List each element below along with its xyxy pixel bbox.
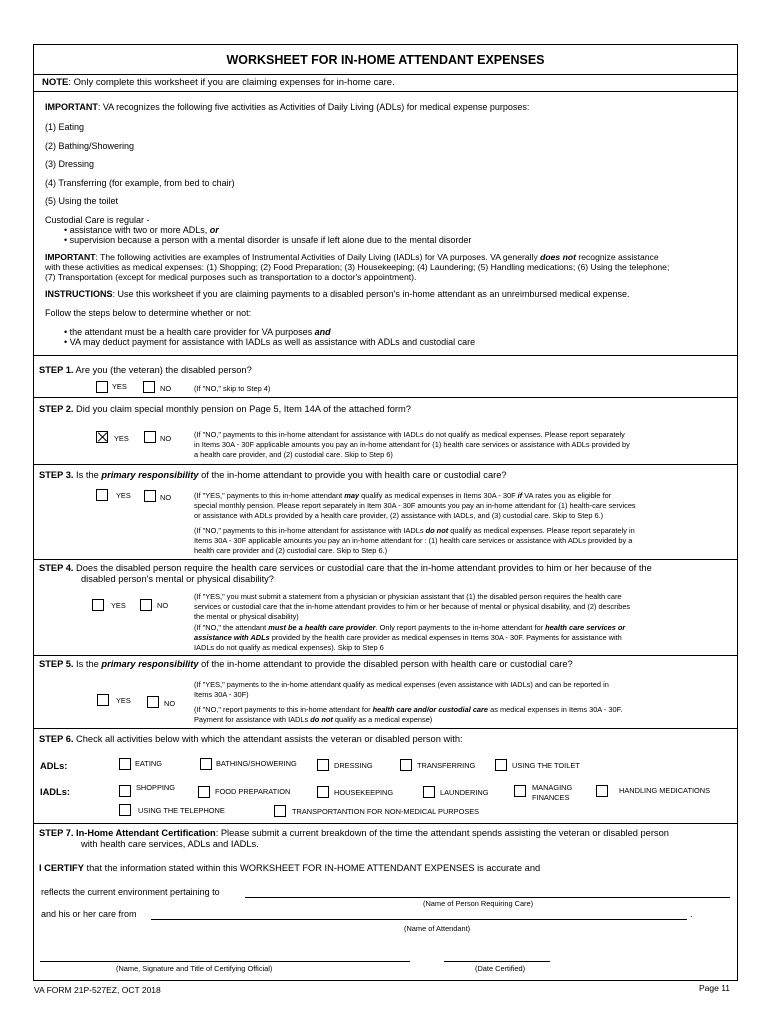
- caption-official: (Name, Signature and Title of Certifying Official): [116, 964, 273, 973]
- step3-no-note: (If "NO," payments to this in-home attendant for assistance with IADLs do not qualify as medical expenses. Please report separately in: [194, 526, 635, 535]
- step4-no-note-line: IADLs do not qualify as medical expenses). Skip to Step 6: [194, 643, 384, 652]
- certify-statement: I CERTIFY that the information stated within this WORKSHEET FOR IN-HOME ATTENDANT EXPENSES is accurate and: [39, 863, 541, 873]
- divider: [34, 74, 737, 75]
- step4-no-note-line: assistance with ADLs provided by the health care provider as medical expenses in Items 30A - 30F. Payments for assistance with: [194, 633, 622, 642]
- step4-question-line: disabled person's mental or physical disability?: [81, 574, 274, 584]
- important-adls: IMPORTANT: VA recognizes the following five activities as Activities of Daily Living (ADLs) for medical expense purposes:: [45, 102, 530, 112]
- caption-attendant: (Name of Attendant): [404, 924, 471, 933]
- iadl-food-label: FOOD PREPARATION: [215, 787, 291, 796]
- divider: [34, 464, 737, 465]
- adl-eating-checkbox[interactable]: [119, 758, 131, 770]
- step4-yes-note-line: services or custodial care that the in-home attendant provides to him or her because of mental or physical disability, and (2) describes: [194, 602, 631, 611]
- step5-no-checkbox[interactable]: [147, 696, 159, 708]
- step2-question: STEP 2. Did you claim special monthly pension on Page 5, Item 14A of the attached form?: [39, 404, 411, 414]
- step5-no-note-line: Payment for assistance with IADLs do not qualify as a medical expense): [194, 715, 433, 724]
- step7-text-line: with health care services, ADLs and IADLs.: [81, 839, 259, 849]
- custodial-bullet: • assistance with two or more ADLs, or: [64, 225, 219, 235]
- note: NOTE: Only complete this worksheet if you are claiming expenses for in-home care.: [42, 77, 395, 88]
- divider: [34, 728, 737, 729]
- certifying-official-field[interactable]: [40, 961, 410, 962]
- step2-note-line: in Items 30A - 30F applicable amounts you pay an in-home attendant for (1) health care services or assistance with ADLs provided by: [194, 440, 630, 449]
- adl-transferring-checkbox[interactable]: [400, 759, 412, 771]
- step5-no-label: NO: [164, 699, 176, 708]
- divider: [34, 355, 737, 356]
- step5-yes-note-line: Items 30A - 30F): [194, 690, 249, 699]
- adls-label: ADLs:: [40, 761, 68, 771]
- iadl-finances-checkbox[interactable]: [514, 785, 526, 797]
- adl-eating-label: EATING: [135, 759, 162, 768]
- step4-yes-label: YES: [111, 601, 126, 610]
- step1-no-checkbox[interactable]: [143, 381, 155, 393]
- step4-no-checkbox[interactable]: [140, 599, 152, 611]
- adl-bathing-label: BATHING/SHOWERING: [216, 759, 297, 768]
- iadl-shopping-label: SHOPPING: [136, 783, 176, 792]
- step3-yes-note-line: special monthly pension. Please report separately in Item 30A - 30F amounts you pay an in-home attendant for (1) health-care services: [194, 501, 636, 510]
- iadl-shopping-checkbox[interactable]: [119, 785, 131, 797]
- follow-bullet: • the attendant must be a health care provider for VA purposes and: [64, 327, 331, 337]
- divider: [34, 655, 737, 656]
- step3-yes-note: (If "YES," payments to this in-home attendant may qualify as medical expenses in Items 30A - 30F if VA rates you as eligible for: [194, 491, 612, 500]
- step2-note-line: a health care provider, and (2) custodial care. Skip to Step 6): [194, 450, 393, 459]
- iadl-housekeeping-label: HOUSEKEEPING: [334, 788, 394, 797]
- divider: [34, 559, 737, 560]
- iadl-telephone-label: USING THE TELEPHONE: [138, 806, 225, 815]
- step3-no-note-line: health care provider and (2) custodial care. Skip to Step 6.): [194, 546, 388, 555]
- iadl-telephone-checkbox[interactable]: [119, 804, 131, 816]
- divider: [34, 91, 737, 92]
- date-certified-field[interactable]: [444, 961, 550, 962]
- step2-note-line: (If "NO," payments to this in-home attendant for assistance with IADLs do not qualify as medical expenses. Please report separately: [194, 430, 625, 439]
- step3-no-checkbox[interactable]: [144, 490, 156, 502]
- step1-note: (If "NO," skip to Step 4): [194, 384, 271, 393]
- step5-yes-note-line: (If "YES," payments to the in-home attendant qualify as medical expenses (even assistance with IADLs) and can be reported in: [194, 680, 609, 689]
- attendant-name-field[interactable]: [151, 919, 687, 920]
- follow-steps: Follow the steps below to determine whether or not:: [45, 308, 252, 318]
- adl-item: (2) Bathing/Showering: [45, 141, 135, 151]
- step1-no-label: NO: [160, 384, 172, 393]
- iadl-medications-label: HANDLING MEDICATIONS: [619, 786, 711, 795]
- step1-question: STEP 1. Are you (the veteran) the disabled person?: [39, 365, 252, 375]
- divider: [34, 397, 737, 398]
- iadl-transportation-label: TRANSPORTANTION FOR NON-MEDICAL PURPOSES: [292, 807, 480, 816]
- adl-dressing-label: DRESSING: [334, 761, 373, 770]
- step5-yes-checkbox[interactable]: [97, 694, 109, 706]
- iadl-medications-checkbox[interactable]: [596, 785, 608, 797]
- worksheet-form: [33, 44, 738, 981]
- form-number: VA FORM 21P-527EZ, OCT 2018: [34, 985, 161, 995]
- iadl-laundering-checkbox[interactable]: [423, 786, 435, 798]
- iadl-laundering-label: LAUNDERING: [440, 788, 489, 797]
- step5-question: STEP 5. Is the primary responsibility of the in-home attendant to provide the disabled person with health care or custodial care?: [39, 659, 573, 669]
- important-iadls-line: (7) Transportation (except for medical purposes such as transportation to a doctor's appointment).: [45, 272, 417, 282]
- step4-yes-checkbox[interactable]: [92, 599, 104, 611]
- iadls-label: IADLs:: [40, 787, 70, 797]
- step7-text: STEP 7. In-Home Attendant Certification: Please submit a current breakdown of the time the attendant spends assisting the veteran or disabled person: [39, 828, 669, 838]
- step6-question: STEP 6. Check all activities below with which the attendant assists the veteran or disabled person with:: [39, 734, 463, 744]
- step4-question: STEP 4. Does the disabled person require the health care services or custodial care that the in-home attendant provides to him or her because of the: [39, 563, 652, 573]
- adl-dressing-checkbox[interactable]: [317, 759, 329, 771]
- certify-care-from: and his or her care from: [41, 909, 137, 919]
- person-requiring-care-field[interactable]: [245, 897, 730, 898]
- important-iadls-line: with these activities as medical expenses: (1) Shopping; (2) Food Preparation; (3) Housekeeping; (4) Laundering; (5) Handling medications; (6) Using the telephone;: [45, 262, 670, 272]
- step4-no-label: NO: [157, 601, 169, 610]
- adl-item: (5) Using the toilet: [45, 196, 119, 206]
- worksheet-title: WORKSHEET FOR IN-HOME ATTENDANT EXPENSES: [226, 53, 545, 67]
- iadl-transportation-checkbox[interactable]: [274, 805, 286, 817]
- adl-toilet-label: USING THE TOILET: [512, 761, 580, 770]
- instructions: INSTRUCTIONS: Use this worksheet if you are claiming payments to a disabled person's in-home attendant as an unreimbursed medical expense.: [45, 289, 630, 299]
- step5-yes-label: YES: [116, 696, 131, 705]
- step4-yes-note-line: the mental or physical disability): [194, 612, 299, 621]
- follow-bullet: • VA may deduct payment for assistance with IADLs as well as assistance with ADLs and custodial care: [64, 337, 476, 347]
- step2-yes-label: YES: [114, 434, 129, 443]
- iadl-housekeeping-checkbox[interactable]: [317, 786, 329, 798]
- step3-yes-note-line: or assistance with ADLs provided by a health care provider, (2) assistance with IADLs, and (3) custodial care. Skip to Step 6.): [194, 511, 604, 520]
- step1-yes-checkbox[interactable]: [96, 381, 108, 393]
- custodial-heading: Custodial Care is regular -: [45, 215, 150, 225]
- adl-item: (1) Eating: [45, 122, 85, 132]
- page-number: Page 11: [699, 983, 731, 993]
- adl-transferring-label: TRANSFERRING: [417, 761, 476, 770]
- step3-no-label: NO: [160, 493, 172, 502]
- step1-yes-label: YES: [112, 382, 127, 391]
- step2-no-checkbox[interactable]: [144, 431, 156, 443]
- certify-reflects: reflects the current environment pertaining to: [41, 887, 220, 897]
- step4-no-note: (If "NO," the attendant must be a health care provider. Only report payments to the in-home attendant for health care services or: [194, 623, 626, 632]
- step5-no-note: (If "NO," report payments to this in-home attendant for health care and/or custodial care as medical expenses in Items 30A - 30F.: [194, 705, 623, 714]
- certify-period: .: [690, 909, 693, 919]
- step3-no-note-line: Items 30A - 30F applicable amounts you pay an in-home attendant for : (1) health care services or assistance with ADLs provided by a: [194, 536, 633, 545]
- adl-bathing-checkbox[interactable]: [200, 758, 212, 770]
- step3-yes-label: YES: [116, 491, 131, 500]
- divider: [34, 823, 737, 824]
- adl-item: (4) Transferring (for example, from bed to chair): [45, 178, 235, 188]
- adl-toilet-checkbox[interactable]: [495, 759, 507, 771]
- iadl-finances-label: MANAGING: [532, 783, 573, 792]
- iadl-food-checkbox[interactable]: [198, 786, 210, 798]
- step2-no-label: NO: [160, 434, 172, 443]
- step3-question: STEP 3. Is the primary responsibility of the in-home attendant to provide you with health care or custodial care?: [39, 470, 507, 480]
- iadl-finances-label-line: FINANCES: [532, 793, 570, 802]
- step4-yes-note-line: (If "YES," you must submit a statement from a physician or physician assistant that (1) the disabled person requires the health care: [194, 592, 622, 601]
- caption-date: (Date Certified): [475, 964, 526, 973]
- adl-item: (3) Dressing: [45, 159, 95, 169]
- caption-person: (Name of Person Requiring Care): [423, 899, 534, 908]
- important-iadls: IMPORTANT: The following activities are examples of Instrumental Activities of Daily Living (IADLs) for VA purposes. VA generally does not recognize assistance: [45, 252, 659, 262]
- step3-yes-checkbox[interactable]: [96, 489, 108, 501]
- step2-yes-checkbox[interactable]: [96, 431, 108, 443]
- custodial-bullet: • supervision because a person with a mental disorder is unsafe if left alone due to the mental disorder: [64, 235, 472, 245]
